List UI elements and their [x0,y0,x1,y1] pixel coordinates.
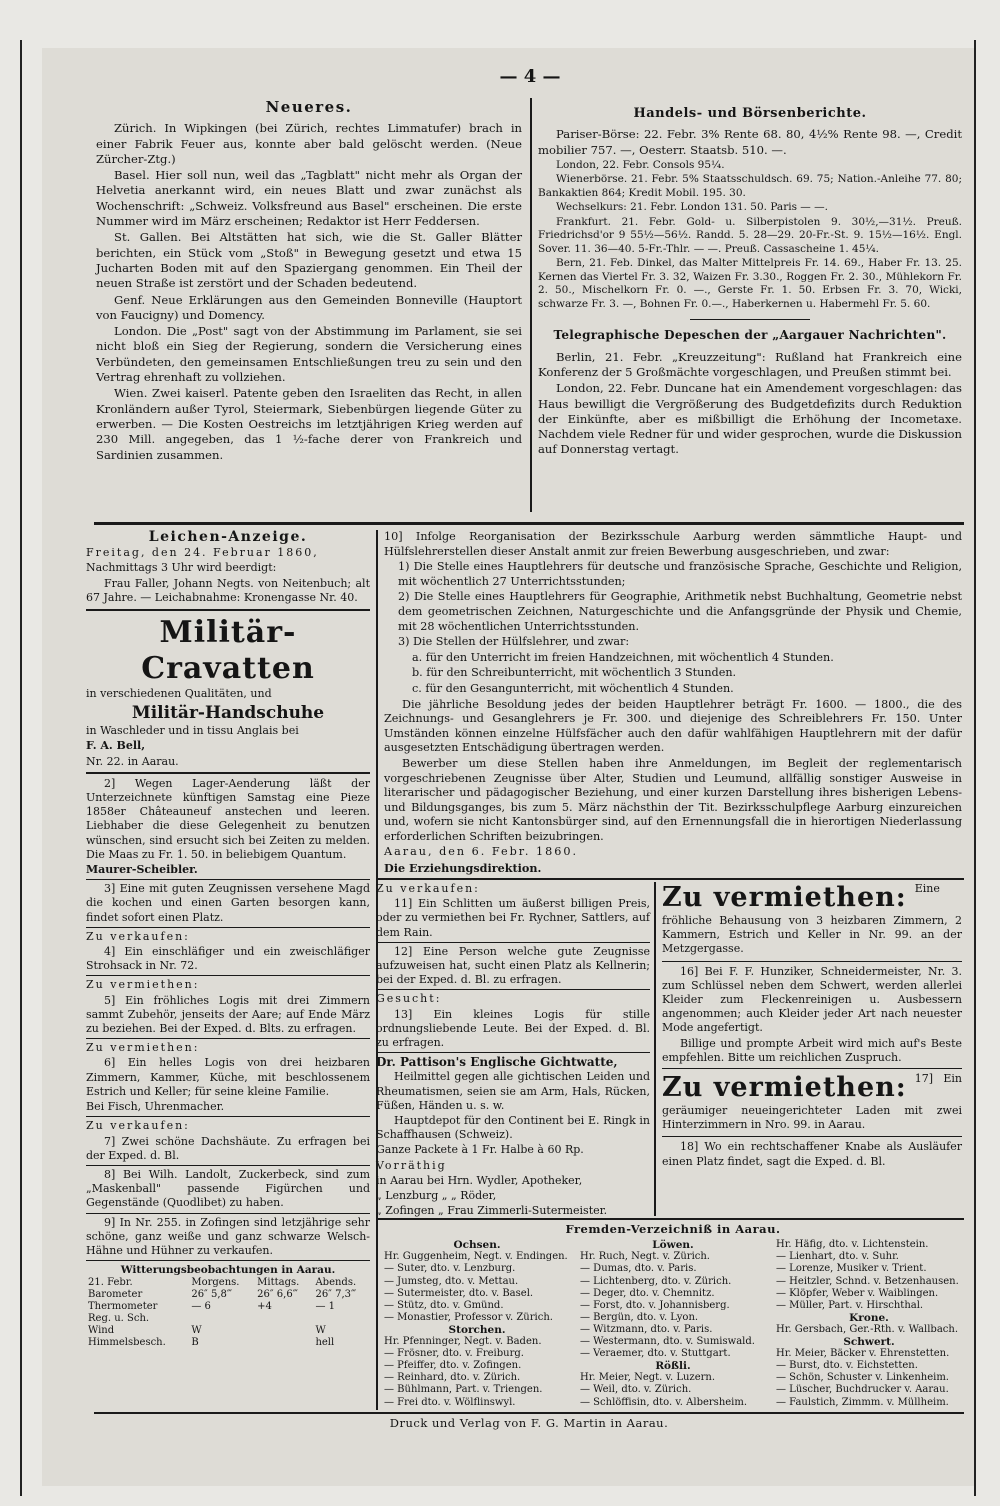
ad-head: Zu verkaufen: [86,929,190,943]
weather-row [86,1337,370,1349]
guest-entry: Hr. Gersbach, Ger.-Rth. v. Wallbach. [776,1323,959,1335]
school-item: a. für den Unterricht im freien Handzeichnen, mit wöchentlich 4 Stunden. [412,650,834,664]
weather-header-row [86,1277,370,1289]
weather-cell: Reg. u. Sch. [88,1313,150,1325]
ad-head: Zu vermiethen: [86,978,200,992]
divider [86,1116,370,1117]
guest-entry: — Dumas, dto. v. Paris. [580,1263,697,1275]
weather-cell [255,1313,313,1325]
cravatten-addr: Nr. 22. in Aarau. [86,754,179,768]
divider [86,609,370,611]
weather-col-header: Abends. [315,1277,357,1289]
weather-col-header: 21. Febr. [88,1277,133,1289]
weather-cell [255,1337,313,1349]
guest-entry: — Westermann, dto. v. Sumiswald. [580,1336,755,1348]
divider [662,1136,962,1137]
weather-cell: W [315,1325,326,1337]
guest-entry: Hr. Meier, Bäcker v. Ehrenstetten. [776,1348,950,1360]
boerse-heading: Handels- und Börsenberichte. [633,106,867,121]
section-divider [378,878,964,880]
pattison-seller: „ Lenzburg „ „ Röder, [376,1189,497,1203]
divider [376,989,650,990]
divider [86,1213,370,1214]
guest-entry: Hr. Häfig, dto. v. Lichtenstein. [776,1239,929,1251]
leichen-time: Nachmittags 3 Uhr wird beerdigt: [86,561,277,575]
guest-entry: — Suter, dto. v. Lenzburg. [384,1263,516,1275]
column-neueres [96,100,522,464]
boerse-bern: Bern, 21. Feb. Dinkel, das Malter Mittelpreis Fr. 14. 69., Haber Fr. 13. 25. Kernen das Viertel Fr. 3. 32, Waizen Fr. 3.30., Roggen Fr. 2. 30., Mühlekorn Fr. 2. 50., Mischelkorn Fr. 0. —., Gerste Fr. 1. 50. Erbsen Fr. 3. 70, Wicki, schwarze Fr. 3. —, Bohnen Fr. 0.—., Haberkernen u. Habermehl Fr. 5. 60. [538,257,962,310]
school-item: b. für den Schreibunterricht, mit wöchentlich 3 Stunden. [412,666,737,680]
weather-row [86,1325,370,1337]
divider [376,1052,650,1053]
guest-entry: — Deger, dto. v. Chemnitz. [580,1287,715,1299]
weather-cell: 26″ 6,6‴ [257,1289,298,1301]
guest-entry: — Müller, Part. v. Hirschthal. [776,1299,924,1311]
hotel-name: Löwen. [652,1239,694,1252]
divider [86,1038,370,1039]
weather-cell: +4 [257,1301,272,1313]
weather-cell: — 1 [315,1301,335,1313]
block-bezirksschule [384,530,962,877]
ad-text: 3] Eine mit guten Zeugnissen versehene Magd die kochen und einen Garten besorgen kann, findet sofort einen Platz. [86,882,370,924]
school-item: c. für den Gesangunterricht, mit wöchentlich 4 Stunden. [412,681,734,695]
column-boerse [538,106,962,459]
fremden-column [384,1239,570,1408]
guest-entry: — Veraemer, dto. v. Stuttgart. [580,1348,731,1360]
divider-short [690,319,810,320]
news-item: Wien. Zwei kaiserl. Patente geben den Israeliten das Recht, in allen Kronländern außer Tyrol, Steiermark, Siebenbürgen liegende Güter zu erwerben. — Die Kosten Oestreichs im letztjährigen Krieg werden auf 230 Mill. angegeben, das 1 ½-fache derer von Frankreich und Sardinien zusammen. [96,386,522,462]
guest-entry: — Bühlmann, Part. v. Triengen. [384,1384,543,1396]
divider [86,1260,370,1261]
boerse-frankfurt: Frankfurt. 21. Febr. Gold- u. Silberpistolen 9. 30½,—31½. Preuß. Friedrichsd'or 9 55½—56½. Randd. 5. 28—29. 20-Fr.-St. 9. 15½—16½. Engl. Sover. 11. 36—40. 5-Fr.-Thlr. — —. Preuß. Cassascheine 1. 45¼. [538,215,962,255]
hunziker-text2: Billige und prompte Arbeit wird mich auf's Beste empfehlen. Bitte um reichlichen Zuspruch. [662,1036,962,1064]
ad-text: 12] Eine Person welche gute Zeugnisse aufzuweisen hat, sucht einen Platz als Kellnerin; bei der Exped. d. Bl. zu erfragen. [376,944,650,987]
cravatten-line: in Waschleder und in tissu Anglais bei [86,724,299,738]
school-item: 1) Die Stelle eines Hauptlehrers für deutsche und französische Sprache, Geschichte und Religion, mit wöchentlich 27 Unterrichtsstunden; [398,560,962,588]
section-divider [378,1218,964,1220]
ad-text: 5] Ein fröhliches Logis mit drei Zimmern sammt Zubehör, jenseits der Aare; auf Ende März zu beziehen. Bei der Exped. d. Blts. zu erfragen. [86,993,370,1036]
weather-cell: B [191,1337,199,1349]
guest-entry: — Faulstich, Zimmm. v. Müllheim. [776,1396,949,1408]
vermiethen-title: Zu vermiethen: [662,1072,907,1104]
fremden-column [776,1239,962,1408]
fremden-heading: Fremden-Verzeichniß in Aarau. [565,1222,781,1236]
ad-text: 2] Wegen Lager-Aenderung läßt der Unterzeichnete künftigen Samstag eine Pieze 1858er Châteauneuf anstechen und leeren. Liebhaber die diese Gelegenheit zu benutzen wünschen, sind ersucht sich bei Zeiten zu melden. Die Maas zu Fr. 1. 50. in beliebigem Quantum. [86,776,370,861]
boerse-london: London, 22. Febr. Consols 95¼. [556,158,725,171]
school-intro: 10] Infolge Reorganisation der Bezirksschule Aarburg werden sämmtliche Haupt- und Hülfslehrerstellen dieser Anstalt anmit zur freien Bewerbung ausgeschrieben, und zwar: [384,530,962,558]
ad-text: 9] In Nr. 255. in Zofingen sind letzjährige sehr schöne, ganz weiße und ganz schwarze Welsch-Hähne und Hühner zu verkaufen. [86,1215,370,1257]
guest-entry: Hr. Ruch, Negt. v. Zürich. [580,1251,710,1263]
guest-entry: — Klöpfer, Weber v. Waiblingen. [776,1287,939,1299]
weather-col-header: Mittags. [257,1277,300,1289]
boerse-paris: Pariser-Börse: 22. Febr. 3% Rente 68. 80, 4½% Rente 98. —, Credit mobilier 757. —, Oesterr. Staatsb. 510. —. [538,127,962,157]
divider [86,879,370,880]
divider [376,942,650,943]
page-edge-left [20,40,22,1496]
cravatten-seller: F. A. Bell, [86,739,146,753]
news-item: Zürich. In Wipkingen (bei Zürich, rechtes Limmatufer) brach in einer Fabrik Feuer aus, konnte aber bald gelöscht werden. (Neue Zürcher-Ztg.) [96,121,522,166]
guest-entry: — Lichtenberg, dto. v. Zürich. [580,1275,732,1287]
ad-text: 13] Ein kleines Logis für stille ordnungsliebende Leute. Bei der Exped. d. Bl. zu erfragen. [376,1007,650,1050]
cravatten-title: Militär-Cravatten [141,615,315,687]
pattison-title: Dr. Pattison's Englische Gichtwatte, [376,1055,618,1070]
weather-cell: — 6 [191,1301,211,1313]
column-ads-left [86,530,370,1349]
telegraph-item: London, 22. Febr. Duncane hat ein Amendement vorgeschlagen: das Haus bewilligt die Vergrößerung des Budgetdefizits durch Reduktion der Einkünfte, aber es mißbilligt die Erhöhung der Incometaxe. Nachdem viele Redner für und wider gesprochen, wurde die Diskussion auf Donnerstag vertagt. [538,381,962,457]
leichen-heading: Leichen-Anzeige. [148,529,308,545]
guest-entry: — Lüscher, Buchdrucker v. Aarau. [776,1384,949,1396]
knabe-text: 18] Wo ein rechtschaffener Knabe als Ausläufer einen Platz findet, sagt die Exped. d. Bl. [662,1140,962,1168]
ad-head: Zu verkaufen: [376,882,480,895]
school-place: Aarau, den 6. Febr. 1860. [384,845,579,859]
boerse-wechsel: Wechselkurs: 21. Febr. London 131. 50. Paris — —. [556,201,828,214]
leichen-text: Frau Faller, Johann Negts. von Neitenbuch; alt 67 Jahre. — Leichabnahme: Kronengasse Nr. 40. [86,576,370,604]
handschuhe-title: Militär-Handschuhe [131,703,325,724]
divider [86,927,370,928]
ad-sign: Bei Fisch, Uhrenmacher. [86,1100,225,1114]
weather-cell: Barometer [88,1289,143,1301]
school-para: Die jährliche Besoldung jedes der beiden Hauptlehrer beträgt Fr. 1600. — 1800., die des Zeichnungs- und Gesanglehrers je Fr. 300. und diejenige des Schreiblehrers Fr. 150. Unter Umständen können einzelne Hülfsfächer auch den dafür wahlfähigen Hauptlehrern mit der dafür ausgesetzten Entschädigung übertragen werden. [384,697,962,755]
guest-entry: — Bergün, dto. v. Lyon. [580,1311,699,1323]
ad-text: 11] Ein Schlitten um äußerst billigen Preis, oder zu vermiethen bei Fr. Rychner, Sattlers, auf dem Rain. [376,897,650,939]
weather-heading: Witterungsbeobachtungen in Aarau. [120,1264,336,1277]
vermiethen-title: Zu vermiethen: [662,882,907,913]
weather-col-header: Morgens. [191,1277,240,1289]
imprint: Druck und Verlag von F. G. Martin in Aarau. [389,1416,669,1430]
pattison-depot: Hauptdepot für den Continent bei E. Ringk in Schaffhausen (Schweiz). [376,1114,650,1142]
guest-entry: — Lienhart, dto. v. Suhr. [776,1251,899,1263]
weather-row [86,1289,370,1301]
column-divider [654,882,656,1216]
weather-row [86,1301,370,1313]
weather-row [86,1313,370,1325]
weather-cell: 26″ 5,8‴ [191,1289,233,1301]
guest-entry: — Forst, dto. v. Johannisberg. [580,1299,730,1311]
cravatten-line: in verschiedenen Qualitäten, und [86,687,272,701]
weather-cell: Wind [88,1325,115,1337]
guest-entry: — Heitzler, Schnd. v. Betzenhausen. [776,1275,959,1287]
guest-entry: — Frei dto. v. Wölflinswyl. [384,1396,516,1408]
telegraph-heading: Telegraphische Depeschen der „Aargauer Nachrichten". [553,328,947,343]
guest-entry: Hr. Meier, Negt. v. Luzern. [580,1372,716,1384]
ad-text: 4] Ein einschläfiger und ein zweischläfiger Strohsack in Nr. 72. [86,945,370,973]
hotel-name: Storchen. [448,1323,506,1336]
weather-cell: Himmelsbesch. [88,1337,166,1349]
weather-cell: W [191,1325,202,1337]
block-fremden [384,1222,962,1409]
ad-head: Zu verkaufen: [86,1119,190,1133]
ad-text: 8] Bei Wilh. Landolt, Zuckerbeck, sind zum „Maskenball" passende Figürchen und Gegenstände (Quodlibet) zu haben. [86,1167,370,1210]
ad-text: 7] Zwei schöne Dachshäute. Zu erfragen bei der Exped. d. Bl. [86,1134,370,1162]
pattison-stock: Vorräthig [376,1158,447,1172]
leichen-date: Freitag, den 24. Februar 1860, [86,546,319,560]
hotel-name: Ochsen. [453,1239,501,1252]
weather-cell [189,1313,255,1325]
boerse-wien: Wienerbörse. 21. Febr. 5% Staatsschuldsch. 69. 75; Nation.-Anleihe 77. 80; Bankaktien 864; Kredit Mobil. 195. 30. [538,173,962,199]
telegraph-item: Berlin, 21. Febr. „Kreuzzeitung": Rußland hat Frankreich eine Konferenz der 5 Großmächte vorgeschlagen, und Preußen stimmt bei. [538,349,962,379]
column-divider [530,98,532,512]
guest-entry: — Burst, dto. v. Eichstetten. [776,1360,918,1372]
column-ads-middle [376,882,650,1219]
page-edge-right [974,40,976,1496]
vermiethen-text: 17] Ein geräumiger neueingerichteter Laden mit zwei Hinterzimmern in Nro. 99. in Aarau. [662,1072,962,1132]
divider [86,1165,370,1166]
hotel-name: Krone. [849,1311,889,1324]
guest-entry: Hr. Pfenninger, Negt. v. Baden. [384,1336,542,1348]
column-ads-right [662,882,962,1170]
guest-entry: — Lorenze, Musiker v. Trient. [776,1263,927,1275]
pattison-price: Ganze Packete à 1 Fr. Halbe à 60 Rp. [376,1143,584,1157]
guest-entry: — Frösner, dto. v. Freiburg. [384,1348,524,1360]
hotel-name: Schwert. [843,1336,895,1349]
hotel-name: Rößli. [655,1360,691,1373]
news-item: Genf. Neue Erklärungen aus den Gemeinden Bonneville (Hauptort von Faucigny) und Domency. [96,292,522,322]
guest-entry: — Weil, dto. v. Zürich. [580,1384,692,1396]
ad-head: Gesucht: [376,992,442,1006]
ad-head: Zu vermiethen: [86,1041,200,1055]
vermiethen-text: Eine fröhliche Behausung von 3 heizbaren Zimmern, 2 Kammern, Estrich und Keller in Nr. 99. an der Metzgergasse. [662,882,962,956]
guest-entry: — Schön, Schuster v. Linkenheim. [776,1372,949,1384]
footer-divider [94,1412,964,1414]
pattison-seller: in Aarau bei Hrn. Wydler, Apotheker, [376,1173,583,1187]
pattison-text: Heilmittel gegen alle gichtischen Leiden und Rheumatismen, seien sie am Arm, Hals, Rücken, Füßen, Händen u. s. w. [376,1070,650,1112]
ad-text: 6] Ein helles Logis von drei heizbaren Zimmern, Kammer, Küche, mit beschlossenem Estrich und Keller; für seine kleine Familie. [86,1056,370,1098]
weather-cell [313,1313,370,1325]
weather-table [86,1277,370,1349]
section-divider [94,522,964,525]
guest-entry: — Sutermeister, dto. v. Basel. [384,1287,534,1299]
guest-entry: — Stütz, dto. v. Gmünd. [384,1299,504,1311]
guest-entry: — Reinhard, dto. v. Zürich. [384,1372,521,1384]
divider [662,961,962,962]
ad-sign: Maurer-Scheibler. [86,863,198,877]
pattison-seller: „ Zofingen „ Frau Zimmerli-Sutermeister. [376,1204,608,1218]
school-para: Bewerber um diese Stellen haben ihre Anmeldungen, im Begleit der reglementarisch vorgeschriebenen Zeugnisse über Alter, Studien und Leumund, allfällig sonstiger Ausweise in literarischer und pädagogischer Beziehung, und einer kurzen Darstellung ihres bisherigen Lebens- und Bildungsganges, bis zum 5. März nächsthin der Tit. Bezirksschulpflege Aarburg einzureichen und, wofern sie nicht Kantonsbürger sind, auf den Ernennungsfall die in hierortigen Niederlassung erforderlichen Schriften beizubringen. [384,756,962,843]
guest-entry: — Schlöffisin, dto. v. Albersheim. [580,1396,748,1408]
school-item: 3) Die Stellen der Hülfslehrer, und zwar: [398,635,630,649]
fremden-columns [384,1239,962,1408]
weather-cell [255,1325,313,1337]
weather-cell: 26″ 7,3‴ [315,1289,357,1301]
page-number: — 4 — [499,66,561,87]
school-sign: Die Erziehungsdirektion. [384,861,542,876]
divider [86,772,370,774]
news-item: Basel. Hier soll nun, weil das „Tagblatt" nicht mehr als Organ der Helvetia anerkannt wird, ein neues Blatt und zwar zunächst als Wochenschrift: „Schweiz. Volksfreund aus Basel" erscheinen. Die erste Nummer wird im März erscheinen; Redaktor ist Herr Feddersen. [96,168,522,229]
weather-cell: Thermometer [88,1301,158,1313]
news-item: London. Die „Post" sagt von der Abstimmung im Parlament, sie sei nicht bloß ein Sieg der Regierung, sondern die Versicherung eines Verbündeten, den gemeinsamen Entschließungen treu zu sein und den Vertrag ehrenhaft zu vollziehen. [96,324,522,385]
divider [662,1068,962,1069]
news-item: St. Gallen. Bei Altstätten hat sich, wie die St. Galler Blätter berichten, ein Stück vom „Stoß" in Bewegung gesetzt und etwa 15 Jucharten Boden mit auf den Spaziergang genommen. Ein Theil der neuen Straße ist zerstört und der Schaden bedeutend. [96,230,522,291]
hunziker-text: 16] Bei F. F. Hunziker, Schneidermeister, Nr. 3. zum Schlüssel neben dem Schwert, werden allerlei Kleider zum Fleckenreinigen u. Ausbessern angenommen; auch Kleider jeder Art nach neuester Mode angefertigt. [662,964,962,1035]
neueres-heading: Neueres. [265,98,353,116]
weather-cell: hell [315,1337,335,1349]
guest-entry: — Pfeiffer, dto. v. Zofingen. [384,1360,522,1372]
divider [86,975,370,976]
guest-entry: Hr. Guggenheim, Negt. v. Endingen. [384,1251,568,1263]
school-item: 2) Die Stelle eines Hauptlehrers für Geographie, Arithmetik nebst Buchhaltung, Geometrie nebst dem geometrischen Zeichnen, Naturgeschichte und die Anfangsgründe der Physik und Chemie, mit 28 wöchentlichen Unterrichtsstunden. [398,590,962,633]
guest-entry: — Jumsteg, dto. v. Mettau. [384,1275,519,1287]
guest-entry: — Monastier, Professor v. Zürich. [384,1311,553,1323]
fremden-column [580,1239,766,1408]
guest-entry: — Witzmann, dto. v. Paris. [580,1323,713,1335]
